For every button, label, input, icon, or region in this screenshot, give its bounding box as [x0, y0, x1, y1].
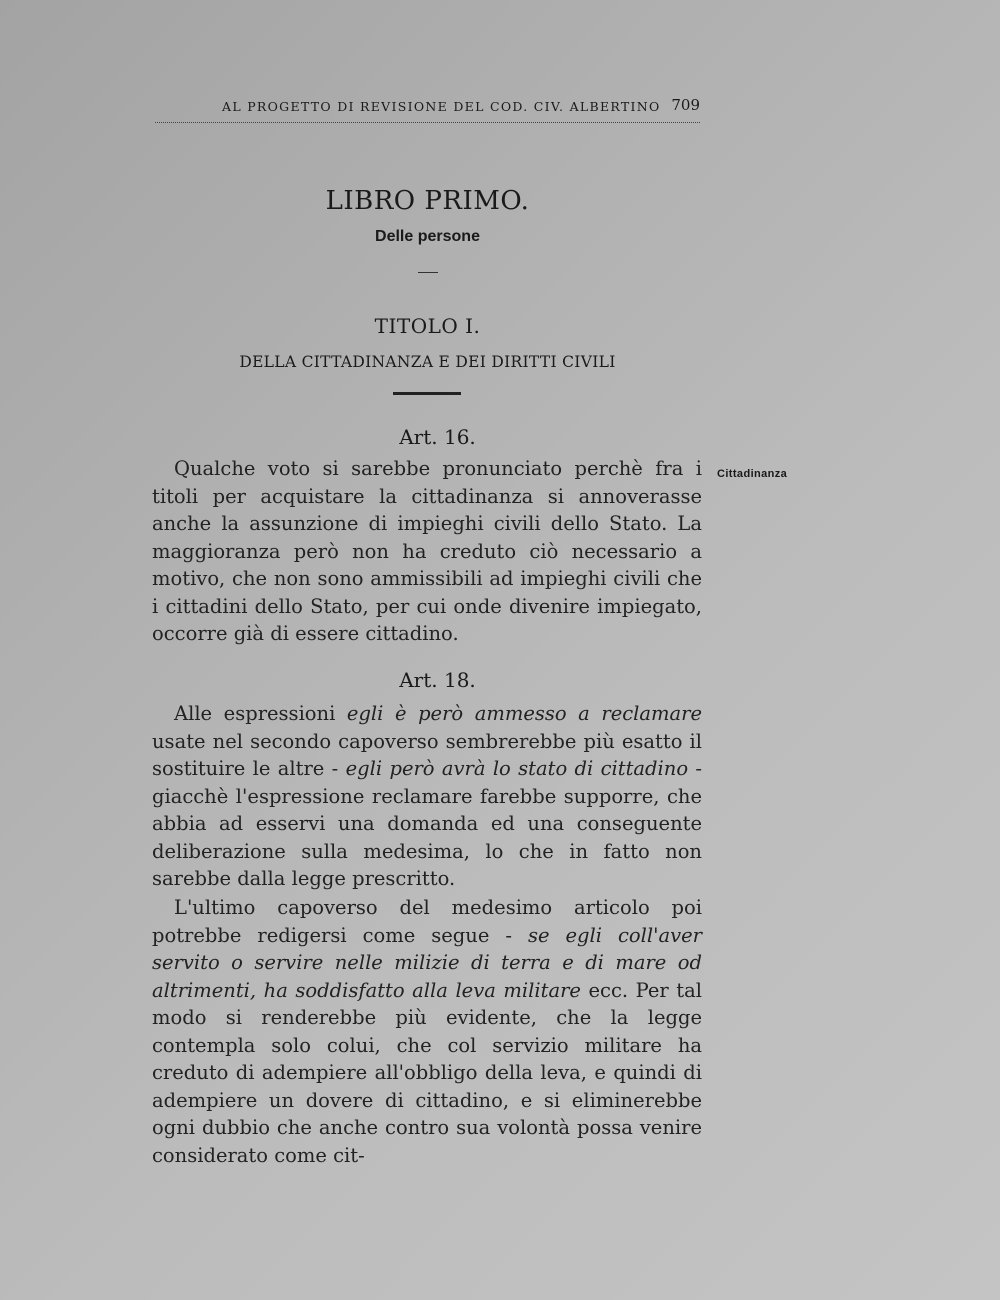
- article-18-paragraph-2: [152, 894, 702, 1169]
- article-16-label: Art. 16.: [399, 425, 476, 449]
- running-head: [155, 96, 700, 116]
- p1-text-2: usate nel secondo capoverso sembrerebbe più esatto il sostituire le altre -: [152, 729, 702, 780]
- p1-text-1: Alle espressioni: [174, 702, 347, 725]
- titolo-heading: DELLA CITTADINANZA E DEI DIRITTI CIVILI: [239, 353, 616, 371]
- p1-italic-2: egli però avrà lo stato di cittadino: [345, 757, 689, 780]
- p1-italic-1: egli è però ammesso a reclamare: [346, 702, 702, 725]
- p2-text-1: L'ultimo capoverso del medesimo articolo poi potrebbe redigersi come segue -: [152, 896, 702, 947]
- article-16-body: Qualche voto si sarebbe pronunciato perchè fra i titoli per acquistare la cittadinanza si annoverasse anche la assunzione di impieghi civili dello Stato. La maggioranza però non ha creduto ciò necessario a motivo, che non sono ammissibili ad impieghi civili che i cittadini dello Stato, per cui onde divenire impiegato, occorre già di essere cittadino.: [152, 457, 702, 645]
- section-divider: [418, 272, 438, 273]
- article-18-paragraph-1: [152, 700, 702, 893]
- running-title: AL PROGETTO DI REVISIONE DEL COD. CIV. ALBERTINO: [222, 99, 661, 114]
- p1-text-3: - giacchè l'espressione reclamare farebbe supporre, che abbia ad esservi una domanda ed una conseguente deliberazione sulla medesima, lo che in fatto non sarebbe dalla legge prescritto.: [152, 757, 702, 890]
- margin-note: Cittadinanza: [717, 468, 788, 480]
- article-18-label: Art. 18.: [399, 668, 476, 692]
- header-divider: [155, 122, 700, 123]
- book-title: LIBRO PRIMO.: [325, 186, 530, 216]
- book-subtitle: Delle persone: [375, 228, 480, 245]
- p2-text-2: ecc. Per tal modo si renderebbe più evidente, che la legge contempla solo colui, che col servizio militare ha creduto di adempiere all'obbligo della leva, e quindi di adempiere un dovere di cittadino, e si eliminerebbe ogni dubbio che anche contro sua volontà possa venire considerato come cit-: [152, 978, 702, 1167]
- page-number: 709: [671, 96, 700, 114]
- article-16-text: [152, 455, 702, 648]
- p2-italic-1: se egli coll'aver servito o servire nelle milizie di terra e di mare od altrimenti, ha soddisfatto alla leva militare: [152, 923, 702, 1002]
- titolo-divider: [393, 392, 461, 395]
- titolo-number: TITOLO I.: [374, 314, 481, 338]
